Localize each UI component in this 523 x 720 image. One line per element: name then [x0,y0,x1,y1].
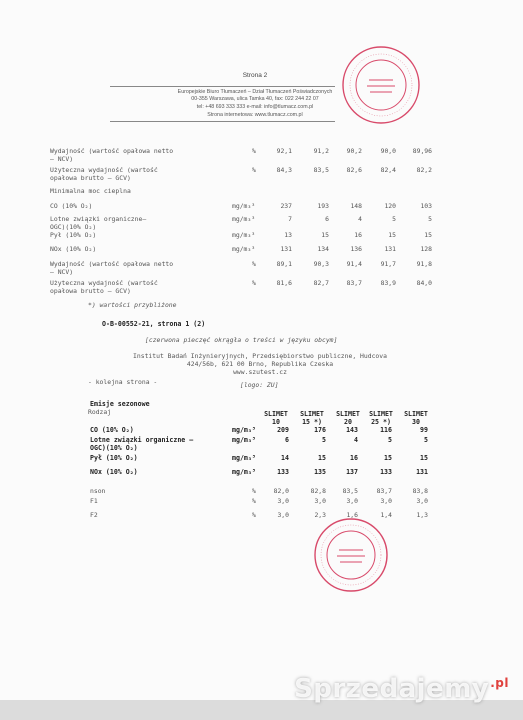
bureau-contact: tel: +48 693 333 333 e-mail: info@tlumacz.com.pl [196,104,314,110]
header-rule-bottom [110,121,335,122]
row-unit: mg/m₃³ [232,231,256,239]
column-header: SLIMET [300,410,324,418]
row-unit: mg/m₃³ [232,426,256,434]
cell: 90,0 [380,147,396,155]
cell: 148 [350,202,362,210]
cell: 82,4 [380,166,396,174]
cell: 99 [420,426,428,434]
row-unit: % [252,147,256,155]
cell: 83,7 [346,279,362,287]
cell: 82,2 [416,166,432,174]
cell: 193 [317,202,329,210]
cell: 1,4 [380,511,392,519]
row-label: Wydajność (wartość opałowa netto [50,260,174,268]
cell: 82,8 [310,487,326,495]
cell: 6 [325,215,329,223]
cell: 133 [380,468,392,476]
row-unit: mg/m₃³ [232,454,256,462]
bureau-website: Strona internetowa: www.tlumacz.com.pl [207,112,303,118]
row-label-2: – NCV) [50,268,74,276]
watermark-text: Sprzedajemy [294,674,490,704]
cell: 90,3 [313,260,329,268]
cell: 90,2 [346,147,362,155]
cell: 5 [428,215,432,223]
cell: 91,2 [313,147,329,155]
cell: 133 [277,468,289,476]
row-label: CO (10% O₂) [90,426,134,434]
row-label: F2 [90,511,98,519]
cell: 209 [277,426,289,434]
cell: 143 [346,426,358,434]
cell: 15 [424,231,432,239]
cell: 7 [288,215,292,223]
row-unit: % [252,279,256,287]
cell: 82,0 [273,487,289,495]
cell: 83,5 [313,166,329,174]
cell: 136 [350,245,362,253]
row-unit: % [252,166,256,174]
translator-seal-bottom [312,516,390,594]
bureau-address: 00-355 Warszawa, ulica Tamka 40, fax: 022 244 22 07 [191,96,319,102]
cell: 5 [424,436,428,444]
cell: 82,7 [313,279,329,287]
row-unit: mg/m₃³ [232,468,256,476]
cell: 14 [281,454,289,462]
row-unit: mg/m₃³ [232,215,256,223]
row-label: Pył (10% O₂) [50,231,97,239]
cell: 83,8 [412,487,428,495]
cell: 4 [354,436,358,444]
site-watermark [294,674,509,704]
row-label: Użyteczna wydajność (wartość [50,166,158,174]
cell: 84,0 [416,279,432,287]
cell: 89,96 [412,147,432,155]
column-header: SLIMET [369,410,393,418]
cell: 131 [416,468,428,476]
row-label-2: – NCV) [50,155,74,163]
row-label: F1 [90,497,98,505]
cell: 16 [354,231,362,239]
doc-reference: O-B-00552-21, strona 1 (2) [102,320,206,328]
cell: 89,1 [276,260,292,268]
row-unit: % [252,487,256,495]
row-unit: % [252,497,256,505]
column-header: 30 [412,418,420,426]
cell: 84,3 [276,166,292,174]
logo-note: [logo: ZU] [240,381,279,389]
row-label: Wydajność (wartość opałowa netto [50,147,174,155]
cell: 15 [420,454,428,462]
cell: 103 [420,202,432,210]
cell: 5 [388,436,392,444]
row-label: NOx (10% O₂) [50,245,97,253]
page-continuation: - kolejna strona - [88,378,158,386]
cell: 131 [280,245,292,253]
cell: 137 [346,468,358,476]
cell: 3,0 [416,497,428,505]
cell: 1,6 [346,511,358,519]
table-title: Emisje sezonowe [90,400,150,408]
row-label: CO (10% O₂) [50,202,93,210]
header-rule [110,86,335,87]
column-header: 10 [272,418,280,426]
cell: 15 [388,231,396,239]
cell: 2,3 [314,511,326,519]
row-label: Użyteczna wydajność (wartość [50,279,158,287]
row-unit: mg/m₃³ [232,245,256,253]
cell: 83,5 [342,487,358,495]
column-header: 15 *) [302,418,322,426]
cell: 91,8 [416,260,432,268]
bureau-name: Europejskie Biuro Tłumaczeń – Dział Tłumaczeń Poświadczonych [177,89,333,95]
cell: 5 [322,436,326,444]
row-label: Pył (10% O₂) [90,454,138,462]
column-header: 25 *) [371,418,391,426]
row-label: Lotne związki organiczne – [90,436,194,444]
page-label: Strona 2 [242,72,268,79]
cell: 16 [350,454,358,462]
seal-note: [czerwona pieczęć okrągła o treści w języku obcym] [145,336,338,344]
cell: 83,7 [376,487,392,495]
row-label-2: opałowa brutto – GCV) [50,174,131,182]
institute-address: 424/56b, 621 00 Brno, Republika Czeska [186,360,334,368]
cell: 83,9 [380,279,396,287]
cell: 5 [392,215,396,223]
cell: 120 [384,202,396,210]
cell: 3,0 [277,511,289,519]
cell: 91,7 [380,260,396,268]
watermark-suffix: .pl [490,676,509,690]
cell: 15 [318,454,326,462]
cell: 3,0 [380,497,392,505]
row-label-2: opałowa brutto – GCV) [50,287,131,295]
cell: 81,6 [276,279,292,287]
footnote: *) wartości przybliżone [88,301,177,309]
cell: 91,4 [346,260,362,268]
cell: 15 [384,454,392,462]
row-label: nson [90,487,106,495]
cell: 13 [284,231,292,239]
cell: 92,1 [276,147,292,155]
cell: 6 [285,436,289,444]
section-heading: Minimalna moc cieplna [50,187,131,195]
row-unit: mg/m₃³ [232,202,256,210]
column-header: SLIMET [264,410,288,418]
cell: 116 [380,426,392,434]
cell: 131 [384,245,396,253]
row-label-2: OGC)(10% O₂) [90,444,138,452]
institute-website: www.szutest.cz [233,368,287,376]
column-header: SLIMET [336,410,360,418]
cell: 237 [280,202,292,210]
cell: 176 [314,426,326,434]
column-header-type: Rodzaj [88,408,112,416]
cell: 1,3 [416,511,428,519]
column-header: SLIMET [404,410,428,418]
column-header: 20 [344,418,352,426]
row-unit: % [252,260,256,268]
cell: 3,0 [277,497,289,505]
institute-name: Institut Badań Inżynieryjnych, Przedsiębiorstwo publiczne, Hudcova [133,352,387,360]
row-unit: % [252,511,256,519]
row-label: Lotne związki organiczne– [50,215,147,223]
cell: 135 [314,468,326,476]
cell: 134 [317,245,329,253]
cell: 3,0 [346,497,358,505]
row-label: NOx (10% O₂) [90,468,138,476]
translator-seal-top [340,44,422,126]
cell: 128 [420,245,432,253]
cell: 15 [321,231,329,239]
cell: 4 [358,215,362,223]
cell: 82,6 [346,166,362,174]
row-label-2: OGC)(10% O₂) [50,223,97,231]
row-unit: mg/m₃³ [232,436,256,444]
cell: 3,0 [314,497,326,505]
